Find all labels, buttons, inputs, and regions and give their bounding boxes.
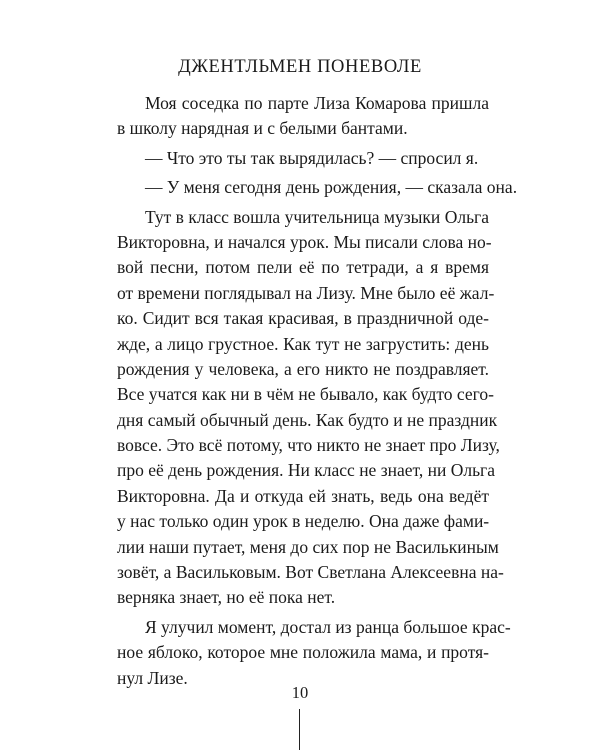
text-line: в школу нарядная и с белыми бантами. (117, 118, 408, 139)
text-line: Все учатся как ни в чём не бывало, как будто сего- (117, 384, 494, 405)
page-number: 10 (291, 683, 309, 702)
story-text (117, 91, 518, 691)
text-line: зовёт, а Васильковым. Вот Светлана Алексеевна на- (117, 562, 504, 583)
text-line: верняка знает, но её пока нет. (117, 587, 336, 608)
text-line: дня самый обычный день. Как будто и не праздник (117, 409, 498, 430)
text-line: жде, а лицо грустное. Как тут не загрустить: день (117, 333, 489, 354)
page-number-rule (299, 709, 300, 750)
text-line: Моя соседка по парте Лиза Комарова пришла (145, 93, 489, 113)
text-line: Викторовна. Да и откуда ей знать, ведь она ведёт (117, 485, 489, 506)
chapter-title: ДЖЕНТЛЬМЕН ПОНЕВОЛЕ (178, 57, 422, 77)
text-line: про её день рождения. Ни класс не знает, ни Ольга (117, 460, 495, 481)
text-line: — У меня сегодня день рождения, — сказала она. (145, 177, 518, 198)
text-line: Тут в класс вошла учительница музыки Ольга (145, 206, 489, 227)
text-line: вой песни, потом пели её по тетради, а я время (117, 257, 489, 278)
text-line: Я улучил момент, достал из ранца большое крас- (145, 616, 511, 637)
text-line: лии наши путает, меня до сих пор не Василькиным (117, 536, 499, 557)
text-line: — Что это ты так вырядилась? — спросил я. (145, 147, 479, 168)
text-line: ко. Сидит вся такая красивая, в праздничной оде- (117, 308, 489, 329)
text-line: Викторовна, и начался урок. Мы писали слова но- (117, 231, 492, 252)
text-line: вовсе. Это всё потому, что никто не знает про Лизу, (117, 435, 500, 456)
text-line: рождения у человека, а его никто не поздравляет. (117, 358, 489, 379)
text-line: у нас только один урок в неделю. Она даже фами- (117, 511, 490, 532)
text-line: нул Лизе. (117, 667, 188, 688)
text-line: ное яблоко, которое мне положила мама, и протя- (117, 642, 489, 663)
text-line: от времени поглядывал на Лизу. Мне было её жал- (117, 282, 495, 303)
